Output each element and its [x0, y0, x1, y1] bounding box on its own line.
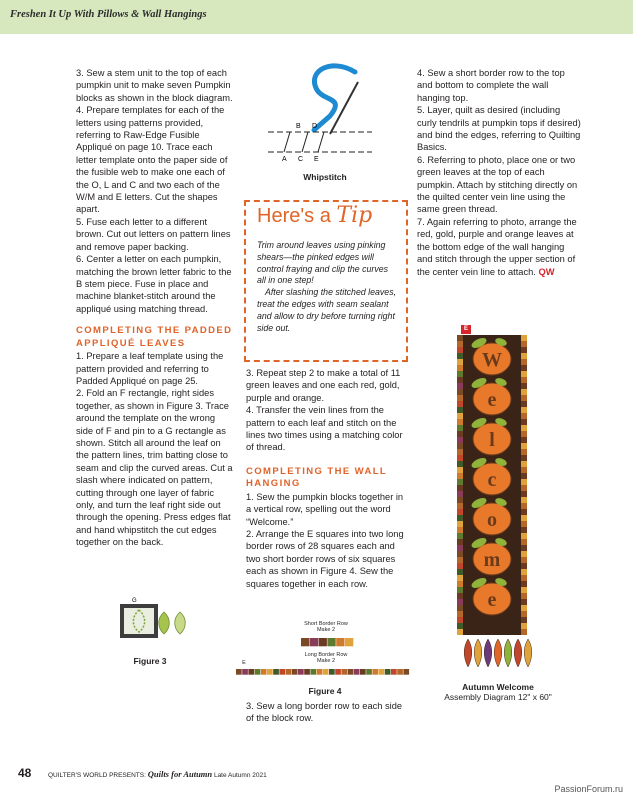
label-d: D — [312, 123, 318, 130]
side-border-square — [457, 377, 463, 383]
border-square — [348, 669, 354, 675]
label-e: E — [314, 156, 319, 163]
leaves-step-2: 2. Fold an F rectangle, right sides together, as shown in Figure 3. Trace around the template on the wrong side of F and pin to a G rectangle as shown. Stitch all around the leaf on the pattern lines, trim batting close to seam and clip the curved areas. Cut a slash where indicated on pattern, cutting through one layer of fabric only, and turn the leaf right side out through the opening. Press edges flat and hand whipstitch the cut edges together on the back. — [76, 388, 233, 548]
long-border-text: Long Border Row — [304, 652, 348, 658]
side-border-square — [521, 467, 527, 473]
side-border-square — [457, 479, 463, 485]
side-border-square — [457, 521, 463, 527]
side-border-square — [521, 449, 527, 455]
side-border-square — [521, 629, 527, 635]
tip-paragraph-1: Trim around leaves using pinking shears—the pinked edges will control fraying and clip the curves all in one step! — [257, 240, 389, 286]
side-border-square — [457, 497, 463, 503]
border-square — [354, 669, 360, 675]
side-border-square — [457, 557, 463, 563]
side-border-square — [457, 461, 463, 467]
pumpkin-letter: e — [487, 389, 497, 411]
hanging-step-7 — [417, 216, 581, 278]
side-border-square — [457, 581, 463, 587]
stitch-3 — [318, 132, 324, 152]
hanging-leaf — [504, 639, 512, 667]
tip-text — [257, 240, 399, 334]
label-b: B — [296, 123, 301, 130]
section-heading-padded-leaves: COMPLETING THE PADDED APPLIQUÉ LEAVES — [76, 325, 233, 349]
side-border-square — [521, 371, 527, 377]
side-border-square — [457, 407, 463, 413]
side-border-square — [521, 419, 527, 425]
side-border-square — [521, 575, 527, 581]
side-border-square — [521, 383, 527, 389]
side-border-square — [521, 389, 527, 395]
border-square — [279, 669, 285, 675]
hanging-leaf — [524, 639, 532, 667]
figure-3-label-g: G — [132, 598, 137, 604]
assembly-title: Autumn Welcome — [462, 682, 534, 692]
side-border-square — [521, 485, 527, 491]
hanging-step-7-text: 7. Again referring to photo, arrange the red, gold, purple and orange leaves at the bottom edge of the wall hanging and stitch through the upper section of the center vein line to attach. — [417, 216, 577, 277]
border-square — [360, 669, 366, 675]
side-border-square — [521, 407, 527, 413]
side-border-square — [457, 611, 463, 617]
stitch-2 — [302, 132, 308, 152]
leaves-step-1: 1. Prepare a leaf template using the pattern provided and referring to Padded Appliqué on page 25. — [76, 351, 224, 386]
side-border-square — [457, 545, 463, 551]
short-border-text: Short Border Row — [304, 621, 348, 627]
column-1 — [76, 67, 234, 549]
pumpkin-letter: l — [489, 429, 495, 451]
side-border-square — [521, 359, 527, 365]
leaf-shape-2 — [175, 612, 186, 634]
qw-end-mark: QW — [538, 266, 555, 277]
side-border-square — [457, 587, 463, 593]
step-5-fuse: 5. Fuse each letter to a different brown. Cut out letters on pattern lines and remove paper backing. — [76, 216, 231, 252]
assembly-diagram — [457, 335, 539, 681]
footer-credit — [48, 769, 267, 779]
side-border-square — [521, 335, 527, 341]
side-border-square — [457, 599, 463, 605]
column-2 — [246, 367, 406, 590]
short-border-label — [286, 621, 366, 633]
side-border-square — [521, 395, 527, 401]
hanging-leaf — [464, 639, 472, 667]
leaf-shape-1 — [159, 612, 170, 634]
side-border-square — [521, 347, 527, 353]
side-border-square — [521, 443, 527, 449]
side-border-square — [521, 599, 527, 605]
side-border-square — [521, 545, 527, 551]
tip-paragraph-2: After slashing the stitched leaves, treat the edges with seam sealant and allow to dry before turning right side out. — [257, 287, 397, 333]
border-square — [292, 669, 298, 675]
side-border-square — [457, 437, 463, 443]
stitch-1 — [284, 132, 290, 152]
figure-3-caption: Figure 3 — [133, 656, 167, 666]
side-border-square — [457, 563, 463, 569]
side-border-square — [457, 551, 463, 557]
short-border-row — [301, 637, 355, 647]
assembly-subtitle: Assembly Diagram 12" x 60" — [444, 692, 552, 702]
whipstitch-diagram — [260, 62, 380, 164]
pumpkin-letter: c — [487, 469, 497, 491]
side-border-square — [457, 425, 463, 431]
running-header: Freshen It Up With Pillows & Wall Hangings — [10, 9, 207, 20]
f-rectangle — [124, 608, 154, 634]
side-border-square — [457, 347, 463, 353]
side-border-square — [457, 605, 463, 611]
pumpkin-letter: W — [482, 349, 502, 371]
side-border-square — [521, 551, 527, 557]
border-square — [391, 669, 397, 675]
side-border-square — [521, 581, 527, 587]
step-6-center-letter: 6. Center a letter on each pumpkin, matching the brown letter fabric to the B stem piece. Fuse in place and machine blanket-stitch around the appliqué using matching thread. — [76, 254, 232, 314]
border-square — [236, 669, 242, 675]
side-border-square — [457, 365, 463, 371]
side-border-square — [457, 419, 463, 425]
tip-title-plain: Here's a — [257, 205, 331, 227]
side-border-square — [457, 371, 463, 377]
side-border-square — [457, 491, 463, 497]
hanging-step-3-block — [246, 700, 406, 725]
side-border-square — [457, 473, 463, 479]
tip-title-script: Tip — [336, 203, 373, 228]
border-square — [304, 669, 310, 675]
step-3-pumpkin: 3. Sew a stem unit to the top of each pumpkin unit to make seven Pumpkin blocks as shown in the block diagram. — [76, 68, 233, 103]
side-border-square — [457, 395, 463, 401]
long-border-row — [236, 668, 412, 678]
border-square — [317, 669, 323, 675]
border-square — [397, 669, 403, 675]
border-square — [366, 669, 372, 675]
side-border-square — [521, 569, 527, 575]
side-border-square — [457, 335, 463, 341]
border-square — [379, 669, 385, 675]
side-border-square — [521, 515, 527, 521]
side-border-square — [521, 593, 527, 599]
side-border-square — [521, 521, 527, 527]
long-border-make: Make 2 — [316, 658, 336, 664]
border-square — [273, 669, 279, 675]
footer-title: Quilts for Autumn — [147, 769, 213, 779]
pumpkin-letter: m — [483, 549, 501, 571]
side-border-square — [521, 563, 527, 569]
side-border-square — [521, 623, 527, 629]
border-square — [345, 638, 353, 646]
border-square — [301, 638, 309, 646]
hanging-leaf — [514, 639, 522, 667]
side-border-square — [521, 617, 527, 623]
border-square — [248, 669, 254, 675]
hanging-leaf — [484, 639, 492, 667]
side-border-square — [457, 389, 463, 395]
step-4-templates: 4. Prepare templates for each of the letters using patterns provided, referring to Raw-Edge Fusible Appliqué on page 10. Trace each letter template onto the paper side of the fusible web to make one each of the O, L and C and two each of the W/M and E letters. Cut the shapes apart. — [76, 105, 228, 215]
footer-brand: QUILTER'S WORLD PRESENTS: — [48, 772, 146, 779]
border-square — [329, 669, 335, 675]
side-border-square — [521, 611, 527, 617]
figure-4-caption: Figure 4 — [308, 686, 342, 696]
side-border-square — [521, 557, 527, 563]
side-border-square — [457, 617, 463, 623]
side-border-square — [521, 425, 527, 431]
border-square — [261, 669, 267, 675]
hanging-leaf — [494, 639, 502, 667]
side-border-square — [521, 491, 527, 497]
section-heading-wall-hanging: COMPLETING THE WALL HANGING — [246, 465, 387, 490]
side-border-square — [521, 587, 527, 593]
side-border-square — [457, 503, 463, 509]
border-square — [335, 669, 341, 675]
leaves-step-4: 4. Transfer the vein lines from the pattern to each leaf and stitch on the lines two times using a matching color of thread. — [246, 405, 403, 453]
side-border-square — [521, 401, 527, 407]
hanging-step-1: 1. Sew the pumpkin blocks together in a vertical row, spelling out the word “Welcome.” — [246, 491, 404, 527]
border-square — [310, 638, 318, 646]
side-border-square — [457, 509, 463, 515]
side-border-square — [457, 593, 463, 599]
side-border-square — [457, 485, 463, 491]
hanging-step-4: 4. Sew a short border row to the top and bottom to complete the wall hanging top. — [417, 68, 565, 103]
side-border-square — [521, 527, 527, 533]
side-border-square — [457, 449, 463, 455]
border-square — [336, 638, 344, 646]
side-border-square — [521, 503, 527, 509]
side-border-square — [457, 527, 463, 533]
hanging-step-6: 6. Referring to photo, place one or two green leaves at the top of each pumpkin. Attach by stitching directly on the quilted center vein line using the same green thread. — [417, 154, 578, 215]
figure-4-label-e: E — [242, 660, 246, 666]
assembly-label-e: E — [461, 325, 471, 334]
side-border-square — [521, 473, 527, 479]
side-border-square — [521, 605, 527, 611]
side-border-square — [457, 401, 463, 407]
side-border-square — [521, 341, 527, 347]
footer-issue: Late Autumn 2021 — [213, 772, 267, 779]
side-border-square — [521, 479, 527, 485]
border-square — [298, 669, 304, 675]
label-c: C — [298, 156, 304, 163]
side-border-square — [457, 353, 463, 359]
whipstitch-caption: Whipstitch — [303, 172, 347, 182]
watermark: PassionForum.ru — [554, 784, 623, 794]
border-square — [286, 669, 292, 675]
side-border-square — [521, 455, 527, 461]
pumpkin-letter: o — [487, 509, 497, 531]
side-border-square — [457, 623, 463, 629]
page-number: 48 — [18, 766, 32, 780]
side-border-square — [457, 443, 463, 449]
side-border-square — [457, 341, 463, 347]
side-border-square — [521, 377, 527, 383]
border-square — [255, 669, 261, 675]
side-border-square — [521, 431, 527, 437]
label-a: A — [282, 156, 287, 163]
side-border-square — [457, 515, 463, 521]
column-3 — [417, 67, 581, 278]
side-border-square — [457, 413, 463, 419]
border-square — [242, 669, 248, 675]
pumpkin-letter: e — [487, 589, 497, 611]
border-square — [327, 638, 335, 646]
short-border-make: Make 2 — [316, 627, 336, 633]
side-border-square — [521, 497, 527, 503]
border-square — [385, 669, 391, 675]
hanging-leaf — [474, 639, 482, 667]
long-border-label — [286, 652, 366, 664]
side-border-square — [521, 365, 527, 371]
border-square — [403, 669, 409, 675]
border-square — [319, 638, 327, 646]
leaves-step-3: 3. Repeat step 2 to make a total of 11 green leaves and one each red, gold, purple and orange. — [246, 368, 401, 403]
side-border-square — [457, 467, 463, 473]
hanging-step-2: 2. Arrange the E squares into two long border rows of 28 squares each and two short border rows of six squares each as shown in Figure 4. Sew the squares together in each row. — [246, 529, 404, 589]
side-border-square — [457, 431, 463, 437]
side-border-square — [457, 539, 463, 545]
side-border-square — [521, 461, 527, 467]
side-border-square — [457, 575, 463, 581]
side-border-square — [521, 509, 527, 515]
side-border-square — [457, 533, 463, 539]
side-border-square — [457, 359, 463, 365]
figure-3-diagram — [112, 594, 192, 644]
border-square — [341, 669, 347, 675]
side-border-square — [457, 569, 463, 575]
side-border-square — [521, 437, 527, 443]
tip-title — [257, 203, 372, 228]
side-border-square — [457, 455, 463, 461]
border-square — [310, 669, 316, 675]
side-border-square — [521, 413, 527, 419]
side-border-square — [521, 533, 527, 539]
hanging-step-3: 3. Sew a long border row to each side of the block row. — [246, 701, 403, 724]
border-square — [323, 669, 329, 675]
side-border-square — [521, 539, 527, 545]
side-border-square — [521, 353, 527, 359]
border-square — [372, 669, 378, 675]
border-square — [267, 669, 273, 675]
hanging-step-5: 5. Layer, quilt as desired (including curly tendrils at pumpkin tops if desired) and bind the edges, referring to Quilting Basics. — [417, 105, 581, 153]
side-border-square — [457, 629, 463, 635]
side-border-square — [457, 383, 463, 389]
